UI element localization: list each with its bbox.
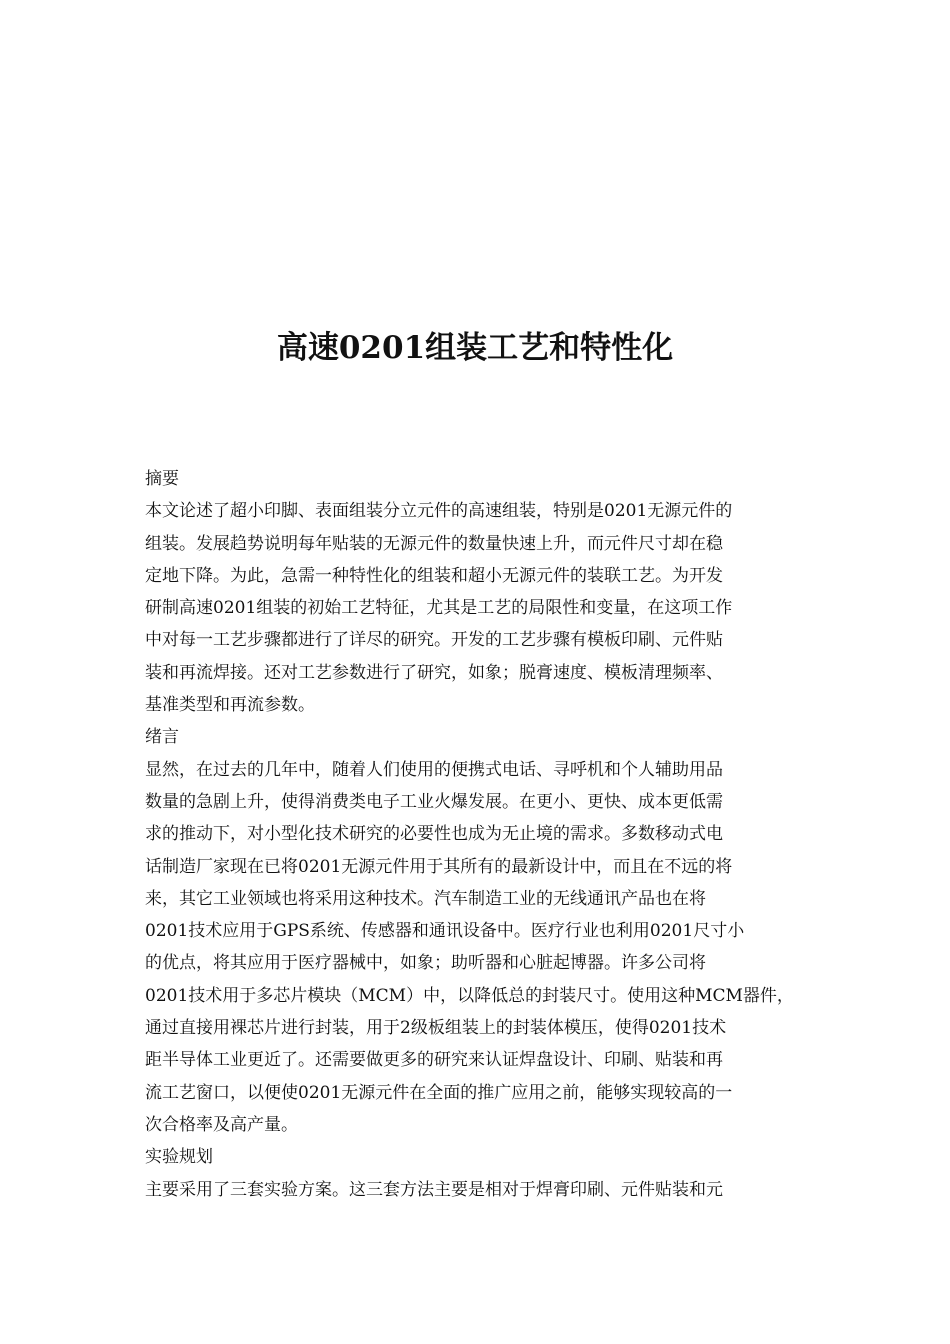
paragraph-line: 装和再流焊接。还对工艺参数进行了研究，如象；脱膏速度、模板清理频率、 [145, 662, 723, 683]
paragraph-line: 距半导体工业更近了。还需要做更多的研究来认证焊盘设计、印刷、贴装和再 [145, 1050, 723, 1071]
paragraph-line: 0201技术应用于GPS系统、传感器和通讯设备中。医疗行业也利用0201尺寸小 [145, 921, 745, 942]
section-heading: 实验规划 [145, 1147, 213, 1168]
paragraph-line: 求的推动下，对小型化技术研究的必要性也成为无止境的需求。多数移动式电 [145, 824, 723, 845]
section-abstract [145, 463, 825, 721]
paragraph-line: 主要采用了三套实验方案。这三套方法主要是相对于焊膏印刷、元件贴装和元 [145, 1179, 723, 1200]
paragraph-line: 组装。发展趋势说明每年贴装的无源元件的数量快速上升，而元件尺寸却在稳 [145, 533, 723, 554]
paragraph-line: 话制造厂家现在已将0201无源元件用于其所有的最新设计中，而且在不远的将 [145, 856, 733, 877]
paragraph-line: 次合格率及高产量。 [145, 1114, 298, 1135]
section-heading: 摘要 [145, 469, 179, 489]
paragraph-line: 研制高速0201组装的初始工艺特征，尤其是工艺的局限性和变量，在这项工作 [145, 598, 733, 619]
paragraph-line: 中对每一工艺步骤都进行了详尽的研究。开发的工艺步骤有模板印刷、元件贴 [145, 630, 723, 651]
section-introduction [145, 721, 825, 1141]
paragraph-line: 通过直接用裸芯片进行封装，用于2级板组装上的封装体模压，使得0201技术 [145, 1018, 727, 1039]
paragraph-line: 定地下降。为此，急需一种特性化的组装和超小无源元件的装联工艺。为开发 [145, 565, 723, 586]
section-experiment-plan [145, 1141, 825, 1206]
paragraph-line: 基准类型和再流参数。 [145, 695, 315, 716]
paragraph-line: 数量的急剧上升，使得消费类电子工业火爆发展。在更小、更快、成本更低需 [145, 791, 723, 812]
paragraph-line: 的优点，将其应用于医疗器械中，如象；助听器和心脏起博器。许多公司将 [145, 953, 706, 974]
document-title: 高速0201组装工艺和特性化 [276, 330, 674, 366]
document-body [145, 463, 825, 1206]
paragraph-line: 显然，在过去的几年中，随着人们使用的便携式电话、寻呼机和个人辅助用品 [145, 759, 723, 780]
paragraph-line: 0201技术用于多芯片模块（MCM）中，以降低总的封装尺寸。使用这种MCM器件， [145, 985, 794, 1006]
paragraph-line: 本文论述了超小印脚、表面组装分立元件的高速组装，特别是0201无源元件的 [145, 501, 733, 522]
paragraph-line: 流工艺窗口，以便使0201无源元件在全面的推广应用之前，能够实现较高的一 [145, 1082, 733, 1103]
section-heading: 绪言 [145, 727, 179, 748]
paragraph-line: 来，其它工业领域也将采用这种技术。汽车制造工业的无线通讯产品也在将 [145, 888, 706, 909]
